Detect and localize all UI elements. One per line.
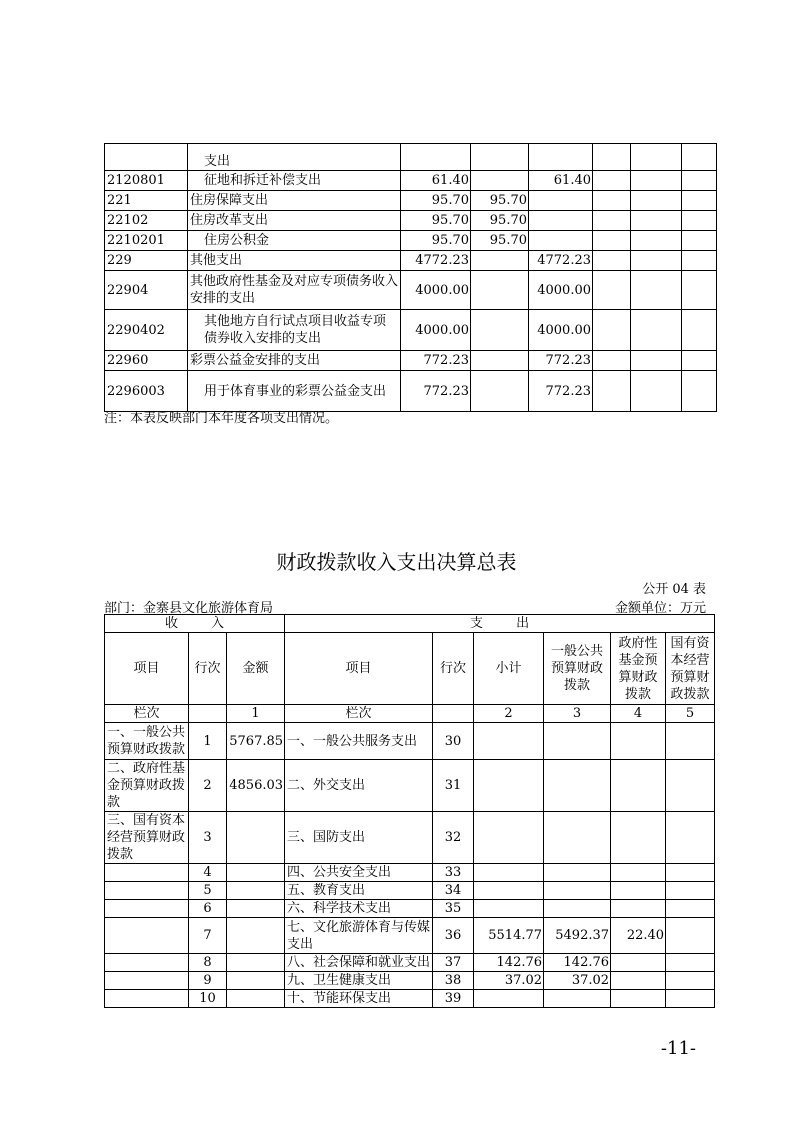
expense-fund [611, 812, 666, 864]
income-item [105, 900, 189, 918]
table-row [105, 990, 715, 1008]
row-c5 [631, 310, 682, 351]
expense-line: 32 [433, 812, 474, 864]
table-row [105, 211, 717, 231]
expense-subtotal [474, 812, 544, 864]
row-c6 [682, 310, 717, 351]
income-item [105, 918, 189, 954]
expense-subtotal: 5514.77 [474, 918, 544, 954]
expense-fund [611, 864, 666, 882]
row-c4 [593, 251, 631, 271]
expense-state [666, 900, 715, 918]
row-code [105, 144, 188, 171]
col-state: 国有资本经营预算财政拨款 [666, 633, 715, 705]
expense-line: 35 [433, 900, 474, 918]
row-c6 [682, 231, 717, 251]
expense-state [666, 918, 715, 954]
income-item: 二、政府性基金预算财政拨款 [105, 760, 189, 812]
row-c5 [631, 231, 682, 251]
expense-item: 三、国防支出 [285, 812, 433, 864]
row-c4 [593, 271, 631, 310]
row-project [529, 144, 593, 171]
row-total: 4000.00 [401, 271, 471, 310]
income-line: 4 [189, 864, 227, 882]
colrow-1: 1 [227, 705, 285, 723]
row-basic: 95.70 [471, 191, 529, 211]
row-basic [471, 371, 529, 412]
table-row [105, 954, 715, 972]
table-note: 注：本表反映部门本年度各项支出情况。 [104, 411, 339, 426]
table-row [105, 271, 717, 310]
row-c5 [631, 171, 682, 191]
table-row [105, 231, 717, 251]
table-row [105, 972, 715, 990]
row-name: 住房改革支出 [188, 211, 401, 231]
table-row [105, 371, 717, 412]
row-c6 [682, 351, 717, 371]
expense-general: 142.76 [544, 954, 611, 972]
row-c4 [593, 310, 631, 351]
table-row [105, 351, 717, 371]
row-c6 [682, 271, 717, 310]
colrow-label: 栏次 [105, 705, 189, 723]
row-total: 772.23 [401, 371, 471, 412]
income-line: 1 [189, 723, 227, 760]
row-code: 2120801 [105, 171, 188, 191]
income-item [105, 972, 189, 990]
expense-fund [611, 882, 666, 900]
expense-fund [611, 954, 666, 972]
expense-item: 十、节能环保支出 [285, 990, 433, 1008]
income-item [105, 990, 189, 1008]
colrow-blank2 [433, 705, 474, 723]
row-basic [471, 171, 529, 191]
row-c4 [593, 231, 631, 251]
income-amount [227, 954, 285, 972]
income-amount [227, 900, 285, 918]
row-name: 住房保障支出 [188, 191, 401, 211]
row-code: 22904 [105, 271, 188, 310]
row-project: 772.23 [529, 371, 593, 412]
income-amount: 4856.03 [227, 760, 285, 812]
row-name: 用于体育事业的彩票公益金支出 [188, 371, 401, 412]
expense-item: 九、卫生健康支出 [285, 972, 433, 990]
table-row [105, 882, 715, 900]
row-basic [471, 310, 529, 351]
colrow-blank [189, 705, 227, 723]
income-item [105, 954, 189, 972]
row-total: 772.23 [401, 351, 471, 371]
expense-state [666, 972, 715, 990]
expense-subtotal [474, 990, 544, 1008]
col-item: 项目 [105, 633, 189, 705]
unit-label: 金额单位：万元 [614, 601, 706, 616]
row-project: 4000.00 [529, 310, 593, 351]
expense-state [666, 882, 715, 900]
row-c6 [682, 191, 717, 211]
income-amount: 5767.85 [227, 723, 285, 760]
row-name: 其他地方自行试点项目收益专项债券收入安排的支出 [188, 310, 401, 351]
expense-line: 37 [433, 954, 474, 972]
row-code: 22960 [105, 351, 188, 371]
expense-general [544, 723, 611, 760]
row-c4 [593, 144, 631, 171]
income-line: 7 [189, 918, 227, 954]
row-project [529, 231, 593, 251]
row-project [529, 191, 593, 211]
expense-general [544, 882, 611, 900]
expense-item: 四、公共安全支出 [285, 864, 433, 882]
expense-subtotal [474, 864, 544, 882]
col-line: 行次 [189, 633, 227, 705]
expense-fund [611, 723, 666, 760]
col-general: 一般公共预算财政拨款 [544, 633, 611, 705]
table-row [105, 310, 717, 351]
row-project: 4000.00 [529, 271, 593, 310]
row-project: 61.40 [529, 171, 593, 191]
row-basic [471, 144, 529, 171]
row-c5 [631, 251, 682, 271]
expense-state [666, 723, 715, 760]
row-code: 2296003 [105, 371, 188, 412]
row-c4 [593, 351, 631, 371]
income-amount [227, 972, 285, 990]
expense-line: 33 [433, 864, 474, 882]
row-project: 4772.23 [529, 251, 593, 271]
expense-detail-table [104, 143, 717, 412]
row-total: 95.70 [401, 211, 471, 231]
table-row [105, 864, 715, 882]
department-label: 部门：金寨县文化旅游体育局 [104, 601, 274, 616]
expense-fund [611, 990, 666, 1008]
colrow-4: 4 [611, 705, 666, 723]
expense-subtotal [474, 723, 544, 760]
expense-item: 八、社会保障和就业支出 [285, 954, 433, 972]
table-row [105, 191, 717, 211]
row-name: 其他支出 [188, 251, 401, 271]
row-total: 95.70 [401, 191, 471, 211]
row-c5 [631, 144, 682, 171]
expense-subtotal [474, 900, 544, 918]
row-c5 [631, 211, 682, 231]
row-c5 [631, 371, 682, 412]
income-line: 9 [189, 972, 227, 990]
expense-subtotal: 142.76 [474, 954, 544, 972]
expense-line: 31 [433, 760, 474, 812]
expense-item: 一、一般公共服务支出 [285, 723, 433, 760]
income-item: 一、一般公共预算财政拨款 [105, 723, 189, 760]
table-row [105, 723, 715, 760]
row-code: 221 [105, 191, 188, 211]
income-item: 三、国有资本经营预算财政拨款 [105, 812, 189, 864]
row-c4 [593, 211, 631, 231]
row-c6 [682, 144, 717, 171]
row-basic [471, 251, 529, 271]
table-row [105, 900, 715, 918]
row-basic [471, 351, 529, 371]
row-c5 [631, 351, 682, 371]
expense-header: 支 出 [285, 615, 715, 633]
expense-subtotal [474, 760, 544, 812]
row-code: 2290402 [105, 310, 188, 351]
col-subtotal: 小计 [474, 633, 544, 705]
page-title: 财政拨款收入支出决算总表 [276, 550, 517, 574]
col-amount: 金额 [227, 633, 285, 705]
table-row [105, 144, 717, 171]
row-name: 彩票公益金安排的支出 [188, 351, 401, 371]
expense-general [544, 864, 611, 882]
expense-general: 5492.37 [544, 918, 611, 954]
col-line2: 行次 [433, 633, 474, 705]
colrow-2: 2 [474, 705, 544, 723]
expense-fund: 22.40 [611, 918, 666, 954]
expense-state [666, 990, 715, 1008]
colrow-label2: 栏次 [285, 705, 433, 723]
income-amount [227, 812, 285, 864]
income-header: 收 入 [105, 615, 285, 633]
row-code: 229 [105, 251, 188, 271]
row-c5 [631, 271, 682, 310]
col-item2: 项目 [285, 633, 433, 705]
income-item [105, 864, 189, 882]
income-line: 5 [189, 882, 227, 900]
row-c4 [593, 171, 631, 191]
row-c6 [682, 251, 717, 271]
row-c4 [593, 191, 631, 211]
row-c4 [593, 371, 631, 412]
row-project [529, 211, 593, 231]
expense-state [666, 760, 715, 812]
table-row [105, 251, 717, 271]
table-number: 公开 04 表 [642, 582, 706, 597]
table-row [105, 918, 715, 954]
expense-general: 37.02 [544, 972, 611, 990]
expense-item: 七、文化旅游体育与传媒支出 [285, 918, 433, 954]
row-name: 住房公积金 [188, 231, 401, 251]
colrow-3: 3 [544, 705, 611, 723]
row-total: 95.70 [401, 231, 471, 251]
table-row [105, 171, 717, 191]
income-amount [227, 918, 285, 954]
expense-general [544, 812, 611, 864]
row-basic: 95.70 [471, 211, 529, 231]
income-amount [227, 990, 285, 1008]
row-name: 支出 [188, 144, 401, 171]
row-c6 [682, 211, 717, 231]
expense-line: 36 [433, 918, 474, 954]
row-basic: 95.70 [471, 231, 529, 251]
col-fund: 政府性基金预算财政拨款 [611, 633, 666, 705]
expense-state [666, 864, 715, 882]
row-basic [471, 271, 529, 310]
expense-fund [611, 972, 666, 990]
expense-line: 39 [433, 990, 474, 1008]
row-project: 772.23 [529, 351, 593, 371]
expense-subtotal: 37.02 [474, 972, 544, 990]
income-line: 3 [189, 812, 227, 864]
table-row [105, 812, 715, 864]
page-number: -11- [660, 1038, 696, 1059]
expense-general [544, 900, 611, 918]
row-total: 4000.00 [401, 310, 471, 351]
expense-item: 五、教育支出 [285, 882, 433, 900]
row-c6 [682, 371, 717, 412]
expense-general [544, 990, 611, 1008]
colrow-5: 5 [666, 705, 715, 723]
income-amount [227, 882, 285, 900]
income-amount [227, 864, 285, 882]
income-item [105, 882, 189, 900]
table-row [105, 760, 715, 812]
expense-fund [611, 760, 666, 812]
row-name: 其他政府性基金及对应专项债务收入安排的支出 [188, 271, 401, 310]
income-line: 8 [189, 954, 227, 972]
row-name: 征地和拆迁补偿支出 [188, 171, 401, 191]
row-c5 [631, 191, 682, 211]
expense-line: 34 [433, 882, 474, 900]
income-line: 6 [189, 900, 227, 918]
expense-subtotal [474, 882, 544, 900]
expense-fund [611, 900, 666, 918]
row-total: 4772.23 [401, 251, 471, 271]
row-code: 2210201 [105, 231, 188, 251]
income-line: 10 [189, 990, 227, 1008]
expense-line: 38 [433, 972, 474, 990]
row-code: 22102 [105, 211, 188, 231]
row-c6 [682, 171, 717, 191]
expense-item: 二、外交支出 [285, 760, 433, 812]
fiscal-appropriation-summary-table [104, 614, 715, 1008]
expense-state [666, 812, 715, 864]
expense-general [544, 760, 611, 812]
income-line: 2 [189, 760, 227, 812]
row-total: 61.40 [401, 171, 471, 191]
expense-item: 六、科学技术支出 [285, 900, 433, 918]
row-total [401, 144, 471, 171]
expense-line: 30 [433, 723, 474, 760]
expense-state [666, 954, 715, 972]
